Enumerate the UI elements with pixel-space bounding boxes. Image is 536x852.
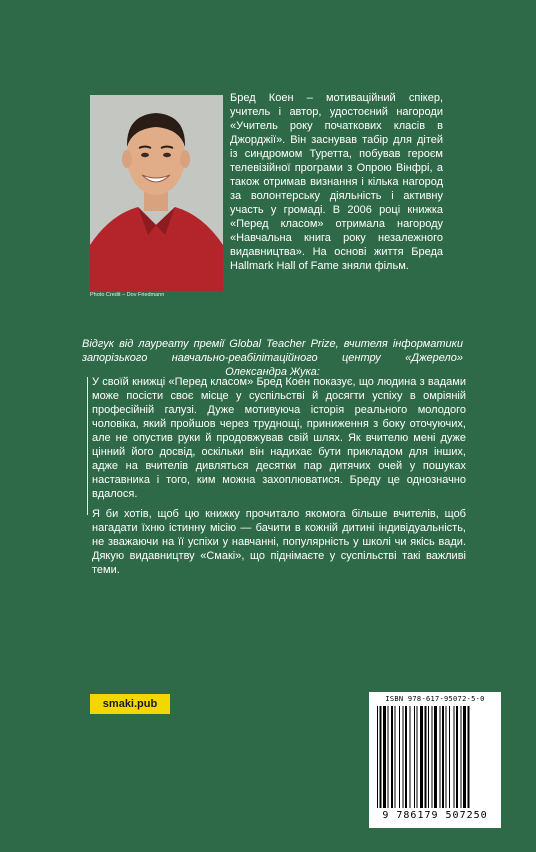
review-paragraph-2: Я би хотів, щоб цю книжку прочитало якомога більше вчителів, щоб нагадати їхню істинну місію — бачити в кожній дитині індивідуальність, не зважаючи на її успіхи у навчанні, популярність у школі чи якісь вади. Дякую видавництву «Смакі», що піднімаєте у суспільстві такі важливі теми.: [92, 508, 466, 576]
review-quote: [92, 375, 466, 583]
barcode-digits: 9 786179 507250: [382, 810, 488, 821]
photo-credit: Photo Credit – Dov Friedmann: [90, 292, 165, 298]
author-photo: [90, 95, 223, 291]
publisher-logo: smaki.pub: [90, 694, 170, 714]
review-paragraph-1: У своїй книжці «Перед класом» Бред Коен показує, що людина з вадами може посісти своє місце у суспільстві й досягти успіху в омріяній професійній галузі. Дуже мотивуюча історія реального молодого чоловіка, який пройшов через труднощі, приниження з боку оточуючих, але не опустив руки й продовжував свій шлях. Як вчителю мені дуже цінний його досвід, оскільки він надихає бути прикладом для інших, адже на вчителів дивляться десятки пар дитячих очей у пошуках наставника і того, ким можна захоплюватися. Бреду це однозначно вдалося.: [92, 376, 466, 500]
isbn-label: ISBN 978-617-95072-5-0: [385, 695, 485, 703]
review-intro: Відгук від лауреату премії Global Teacher Prize, вчителя інформатики запорізького навчально-реабілітаційного центру «Джерело» Олександра Жука:: [82, 338, 463, 378]
isbn-barcode: [369, 692, 501, 828]
quote-bar: [87, 377, 88, 515]
author-portrait-image: [90, 95, 223, 291]
barcode-bars: [375, 706, 495, 810]
author-bio: Бред Коен – мотиваційний спікер, учитель і автор, удостоєний нагороди «Учитель року початкових класів в Джорджії». Він заснував табір для дітей із синдромом Туретта, побував героєм телевізійної програми з Опрою Вінфрі, а також отримав визнання і кілька нагород за волонтерську діяльність і активну участь у громаді. В 2006 році книжка «Перед класом» отримала нагороду «Навчальна книга року незалежного видавництва». На основі життя Бреда Hallmark Hall of Fame зняли фільм.: [230, 92, 443, 272]
